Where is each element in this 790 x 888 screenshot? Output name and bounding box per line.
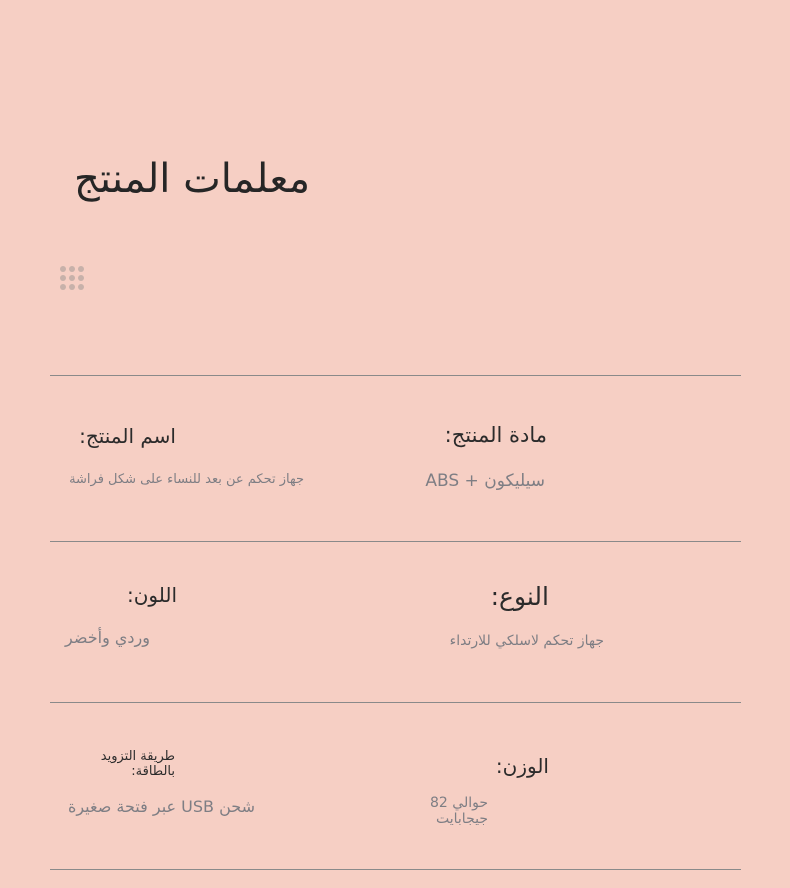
spec-value-color: وردي وأخضر <box>65 628 150 647</box>
spec-value-power-method: شحن USB عبر فتحة صغيرة <box>67 797 255 816</box>
grid-dots-icon <box>60 266 84 290</box>
power-label-line1: طريقة التزويد <box>100 749 175 764</box>
weight-line1: حوالي 82 <box>430 795 488 811</box>
divider <box>50 869 741 870</box>
spec-label-type: النوع: <box>490 582 549 611</box>
divider <box>50 702 741 703</box>
material-silicone: سيليكون + ABS <box>425 471 545 491</box>
spec-value-type: جهاز تحكم لاسلكي للارتداء <box>449 633 604 649</box>
divider <box>50 375 741 376</box>
spec-label-power-method <box>101 749 175 779</box>
page-title: معلمات المنتج <box>74 155 311 202</box>
spec-value-material <box>425 471 545 491</box>
spec-value-weight <box>430 795 488 827</box>
power-label-line2: بالطاقة: <box>131 764 175 779</box>
spec-label-product-name: اسم المنتج: <box>79 424 176 448</box>
spec-label-color: اللون: <box>126 583 177 607</box>
weight-line2: جيجابايت <box>436 811 488 827</box>
spec-label-material: مادة المنتج: <box>444 423 547 447</box>
spec-value-product-name: جهاز تحكم عن بعد للنساء على شكل فراشة <box>69 472 304 487</box>
divider <box>50 541 741 542</box>
spec-label-weight: الوزن: <box>495 754 549 778</box>
